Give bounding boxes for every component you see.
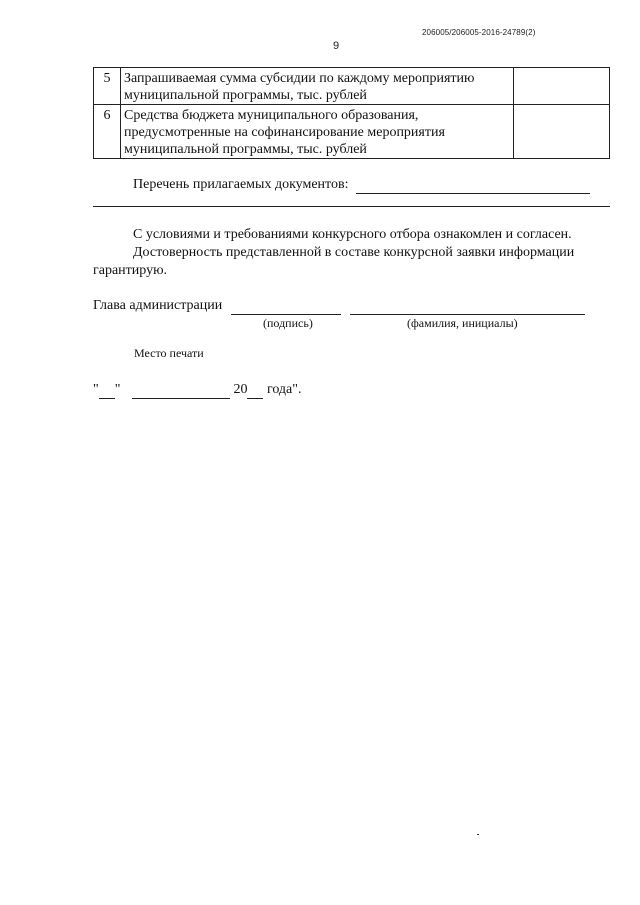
name-caption: (фамилия, инициалы) bbox=[407, 316, 518, 330]
documents-list-blank bbox=[356, 176, 590, 194]
name-blank bbox=[350, 297, 585, 315]
row-description-line: муниципальной программы, тыс. рублей bbox=[124, 142, 367, 157]
scan-speck bbox=[477, 834, 479, 835]
row-description bbox=[121, 105, 514, 159]
documents-list-line bbox=[133, 176, 590, 194]
date-open-quote: " bbox=[93, 382, 99, 397]
page-number: 9 bbox=[333, 40, 340, 52]
table-row bbox=[94, 105, 610, 159]
requirements-table bbox=[93, 67, 610, 159]
agreement-line-2: Достоверность представленной в составе конкурсной заявки информации bbox=[133, 245, 575, 260]
row-description bbox=[121, 68, 514, 105]
row-number: 5 bbox=[94, 68, 121, 105]
signature-line bbox=[93, 297, 585, 315]
row-description-line: Запрашиваемая сумма субсидии по каждому мероприятию bbox=[124, 71, 475, 86]
row-number: 6 bbox=[94, 105, 121, 159]
row-description-line: Средства бюджета муниципального образования, bbox=[124, 108, 419, 123]
date-close-quote: " bbox=[114, 382, 121, 397]
row-value-cell bbox=[514, 105, 610, 159]
date-line bbox=[93, 381, 301, 399]
row-description-line: муниципальной программы, тыс. рублей bbox=[124, 88, 367, 103]
year-prefix: 20 bbox=[233, 382, 248, 397]
documents-list-rule bbox=[93, 206, 610, 207]
row-value-cell bbox=[514, 68, 610, 105]
stamp-place-label: Место печати bbox=[134, 346, 204, 360]
month-blank bbox=[132, 381, 230, 399]
day-blank bbox=[99, 381, 115, 399]
signature-blank bbox=[231, 297, 341, 315]
year-blank bbox=[247, 381, 263, 399]
agreement-line-3: гарантирую. bbox=[93, 263, 168, 278]
row-description-line: предусмотренные на софинансирование мероприятия bbox=[124, 125, 445, 140]
documents-list-label: Перечень прилагаемых документов: bbox=[133, 177, 349, 192]
signature-caption: (подпись) bbox=[263, 316, 313, 330]
agreement-line-1: С условиями и требованиями конкурсного отбора ознакомлен и согласен. bbox=[133, 227, 572, 242]
signature-label: Глава администрации bbox=[93, 298, 223, 313]
date-suffix: года". bbox=[266, 382, 302, 397]
document-id: 206005/206005-2016-24789(2) bbox=[422, 28, 536, 37]
table-row bbox=[94, 68, 610, 105]
